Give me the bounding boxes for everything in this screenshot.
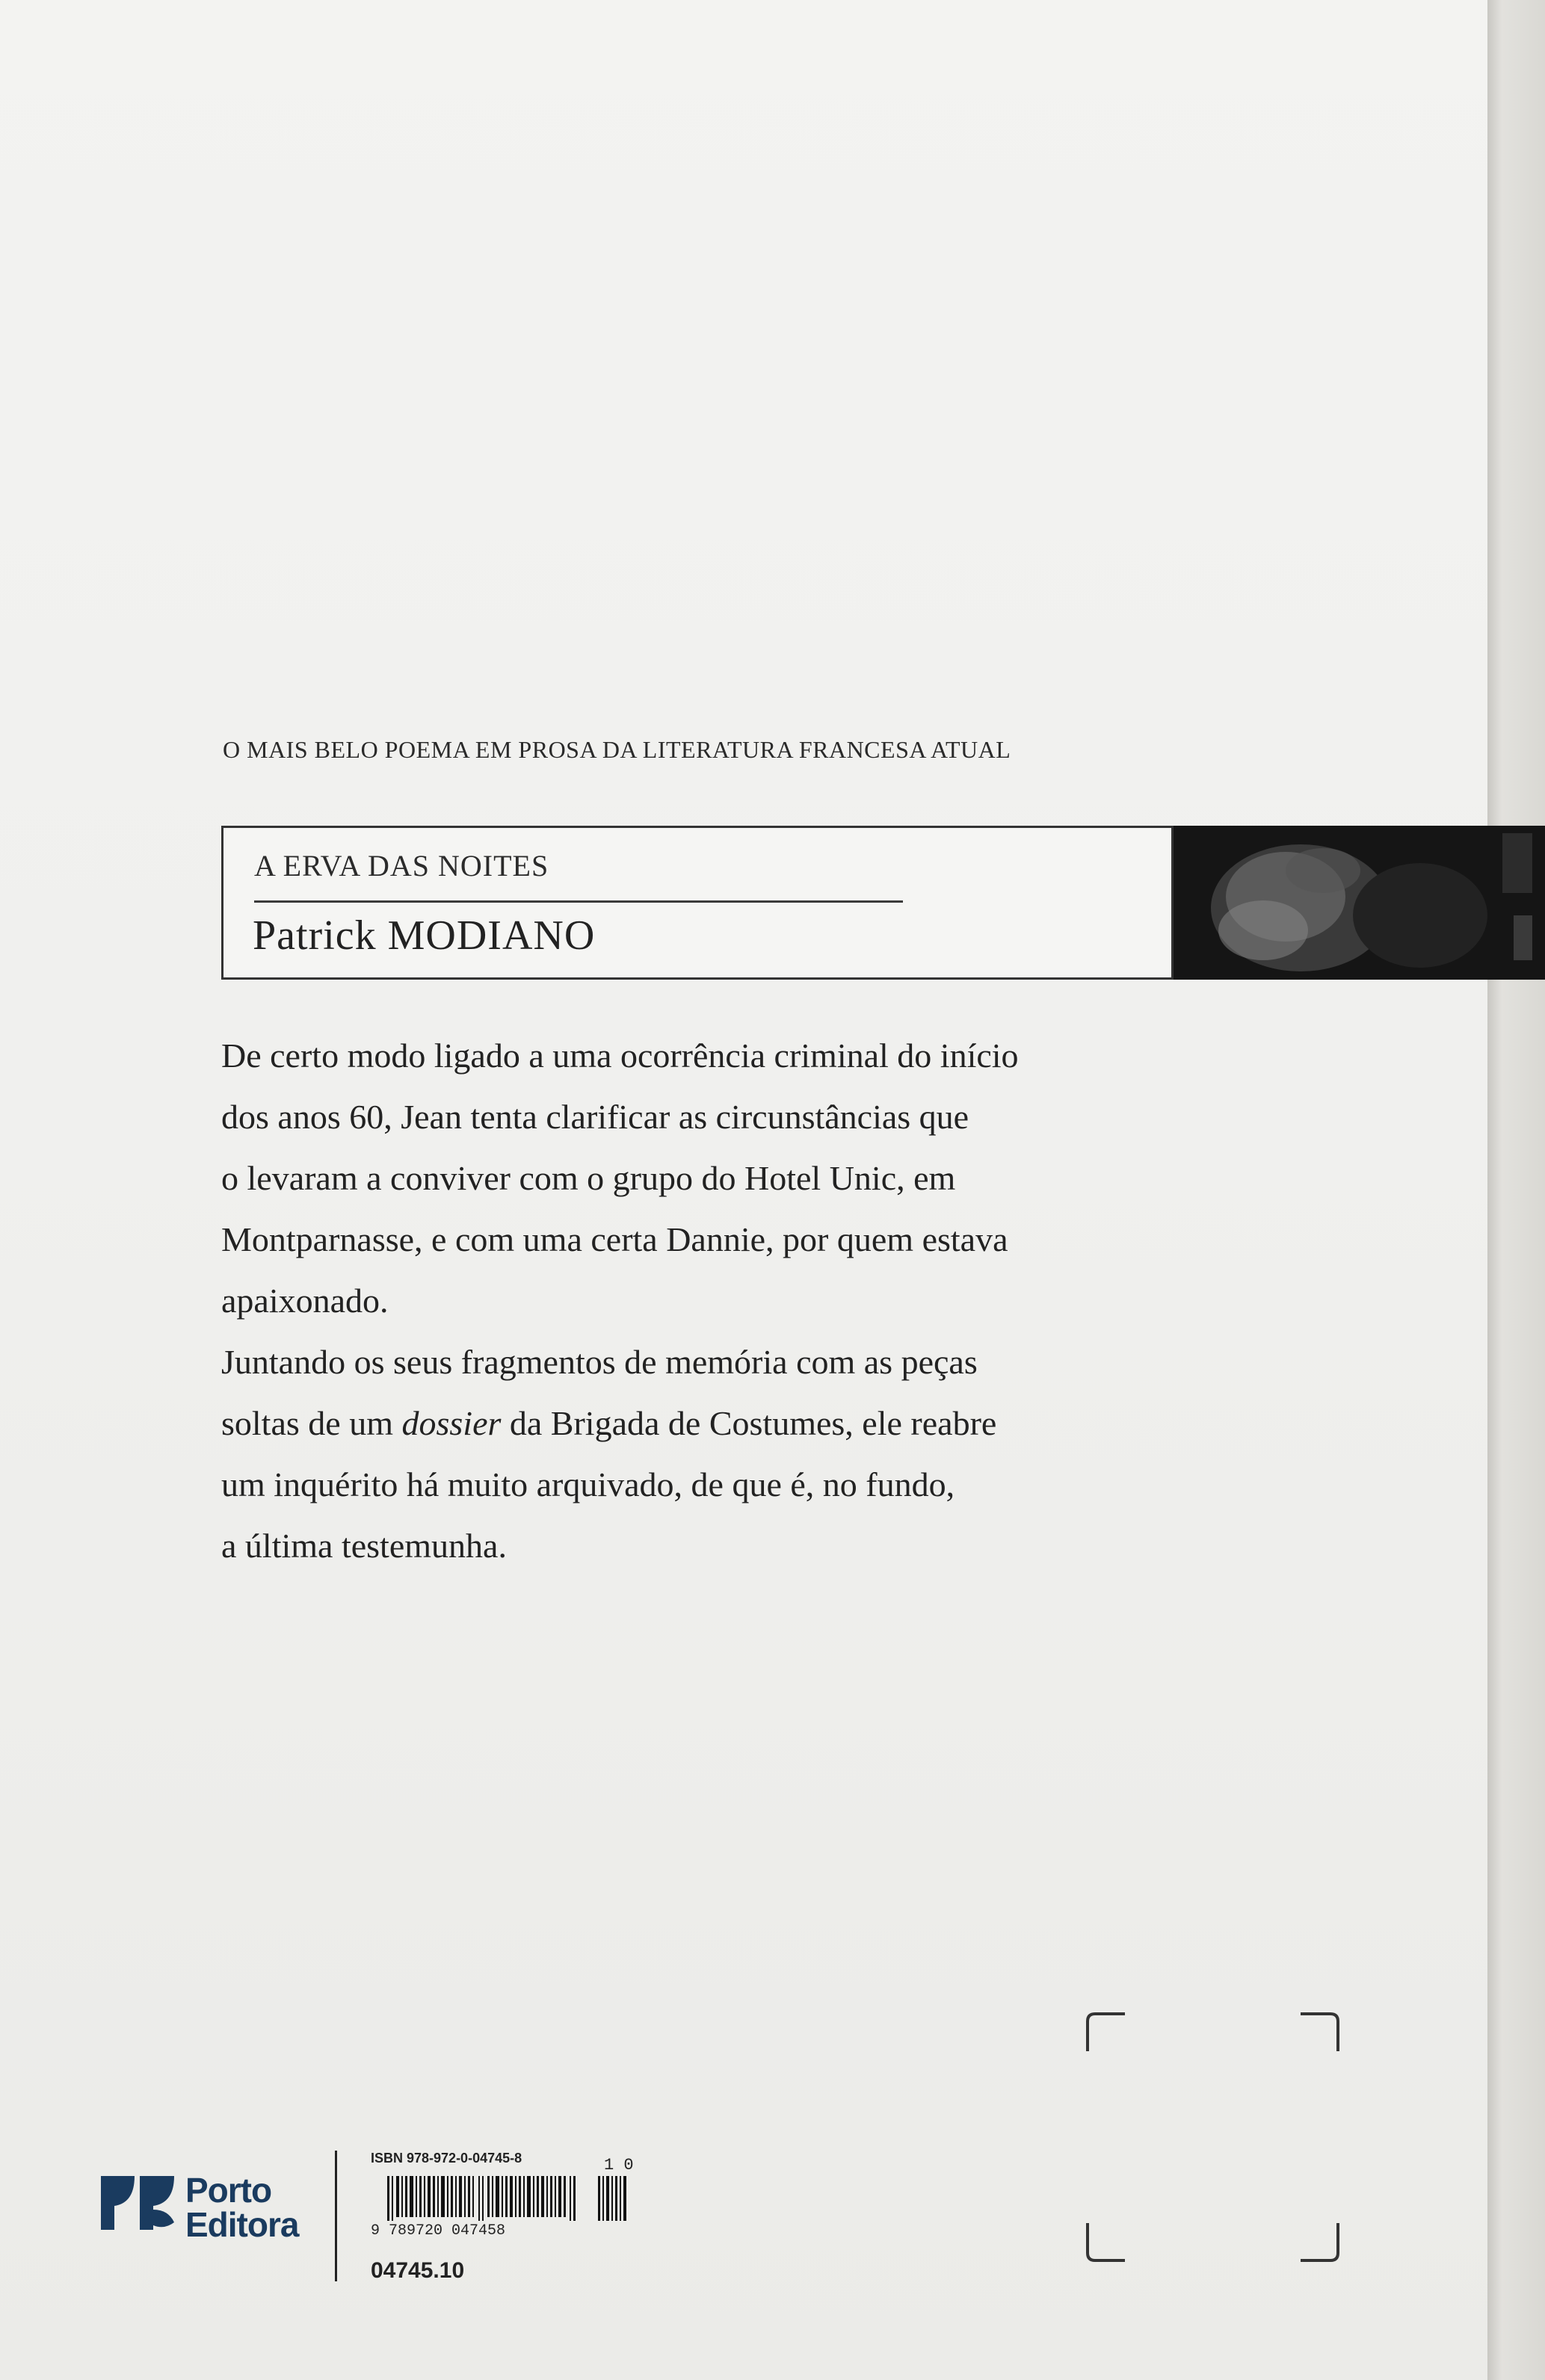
synopsis-line: Montparnasse, e com uma certa Dannie, por quem estava <box>221 1220 1008 1258</box>
cover-photo-strip <box>1174 826 1545 980</box>
synopsis-line: dos anos 60, Jean tenta clarificar as circunstâncias que <box>221 1098 969 1136</box>
synopsis-text: da Brigada de Costumes, ele reabre <box>501 1404 997 1442</box>
isbn-label: ISBN 978-972-0-04745-8 <box>371 2151 522 2166</box>
reference-code: 04745.10 <box>371 2258 465 2283</box>
book-title: A ERVA DAS NOITES <box>254 849 549 883</box>
synopsis-line <box>221 1393 1156 1454</box>
synopsis-line: a última testemunha. <box>221 1527 507 1565</box>
publisher-line: Editora <box>185 2205 299 2244</box>
title-rule <box>254 900 903 903</box>
frame-corner-bottom-left <box>1084 2219 1129 2264</box>
synopsis-line: De certo modo ligado a uma ocorrência criminal do início <box>221 1036 1019 1075</box>
addon-digits: 1 0 <box>604 2156 634 2175</box>
frame-corner-top-right <box>1297 2010 1342 2055</box>
ean-barcode <box>387 2176 582 2221</box>
book-author: Patrick MODIANO <box>253 912 596 959</box>
divider <box>335 2151 337 2281</box>
frame-corner-top-left <box>1084 2010 1129 2055</box>
publisher-line: Porto <box>185 2171 272 2210</box>
synopsis-line: o levaram a conviver com o grupo do Hotel Unic, em <box>221 1159 956 1197</box>
tagline: O MAIS BELO POEMA EM PROSA DA LITERATURA FRANCESA ATUAL <box>223 736 1011 763</box>
ean-digits: 9 789720 047458 <box>371 2222 506 2240</box>
synopsis-line: apaixonado. <box>221 1282 389 1320</box>
photo-image <box>1174 826 1545 980</box>
synopsis-text: soltas de um <box>221 1404 402 1442</box>
frame-corner-bottom-right <box>1297 2219 1342 2264</box>
publisher-name <box>185 2173 298 2242</box>
synopsis <box>221 1025 1156 1577</box>
synopsis-italic-word: dossier <box>401 1404 502 1442</box>
addon-barcode <box>598 2176 628 2221</box>
synopsis-line: Juntando os seus fragmentos de memória com as peças <box>221 1343 978 1381</box>
porto-editora-logo-icon <box>101 2176 176 2236</box>
book-edge <box>1487 0 1545 2380</box>
synopsis-line: um inquérito há muito arquivado, de que é, no fundo, <box>221 1465 955 1503</box>
